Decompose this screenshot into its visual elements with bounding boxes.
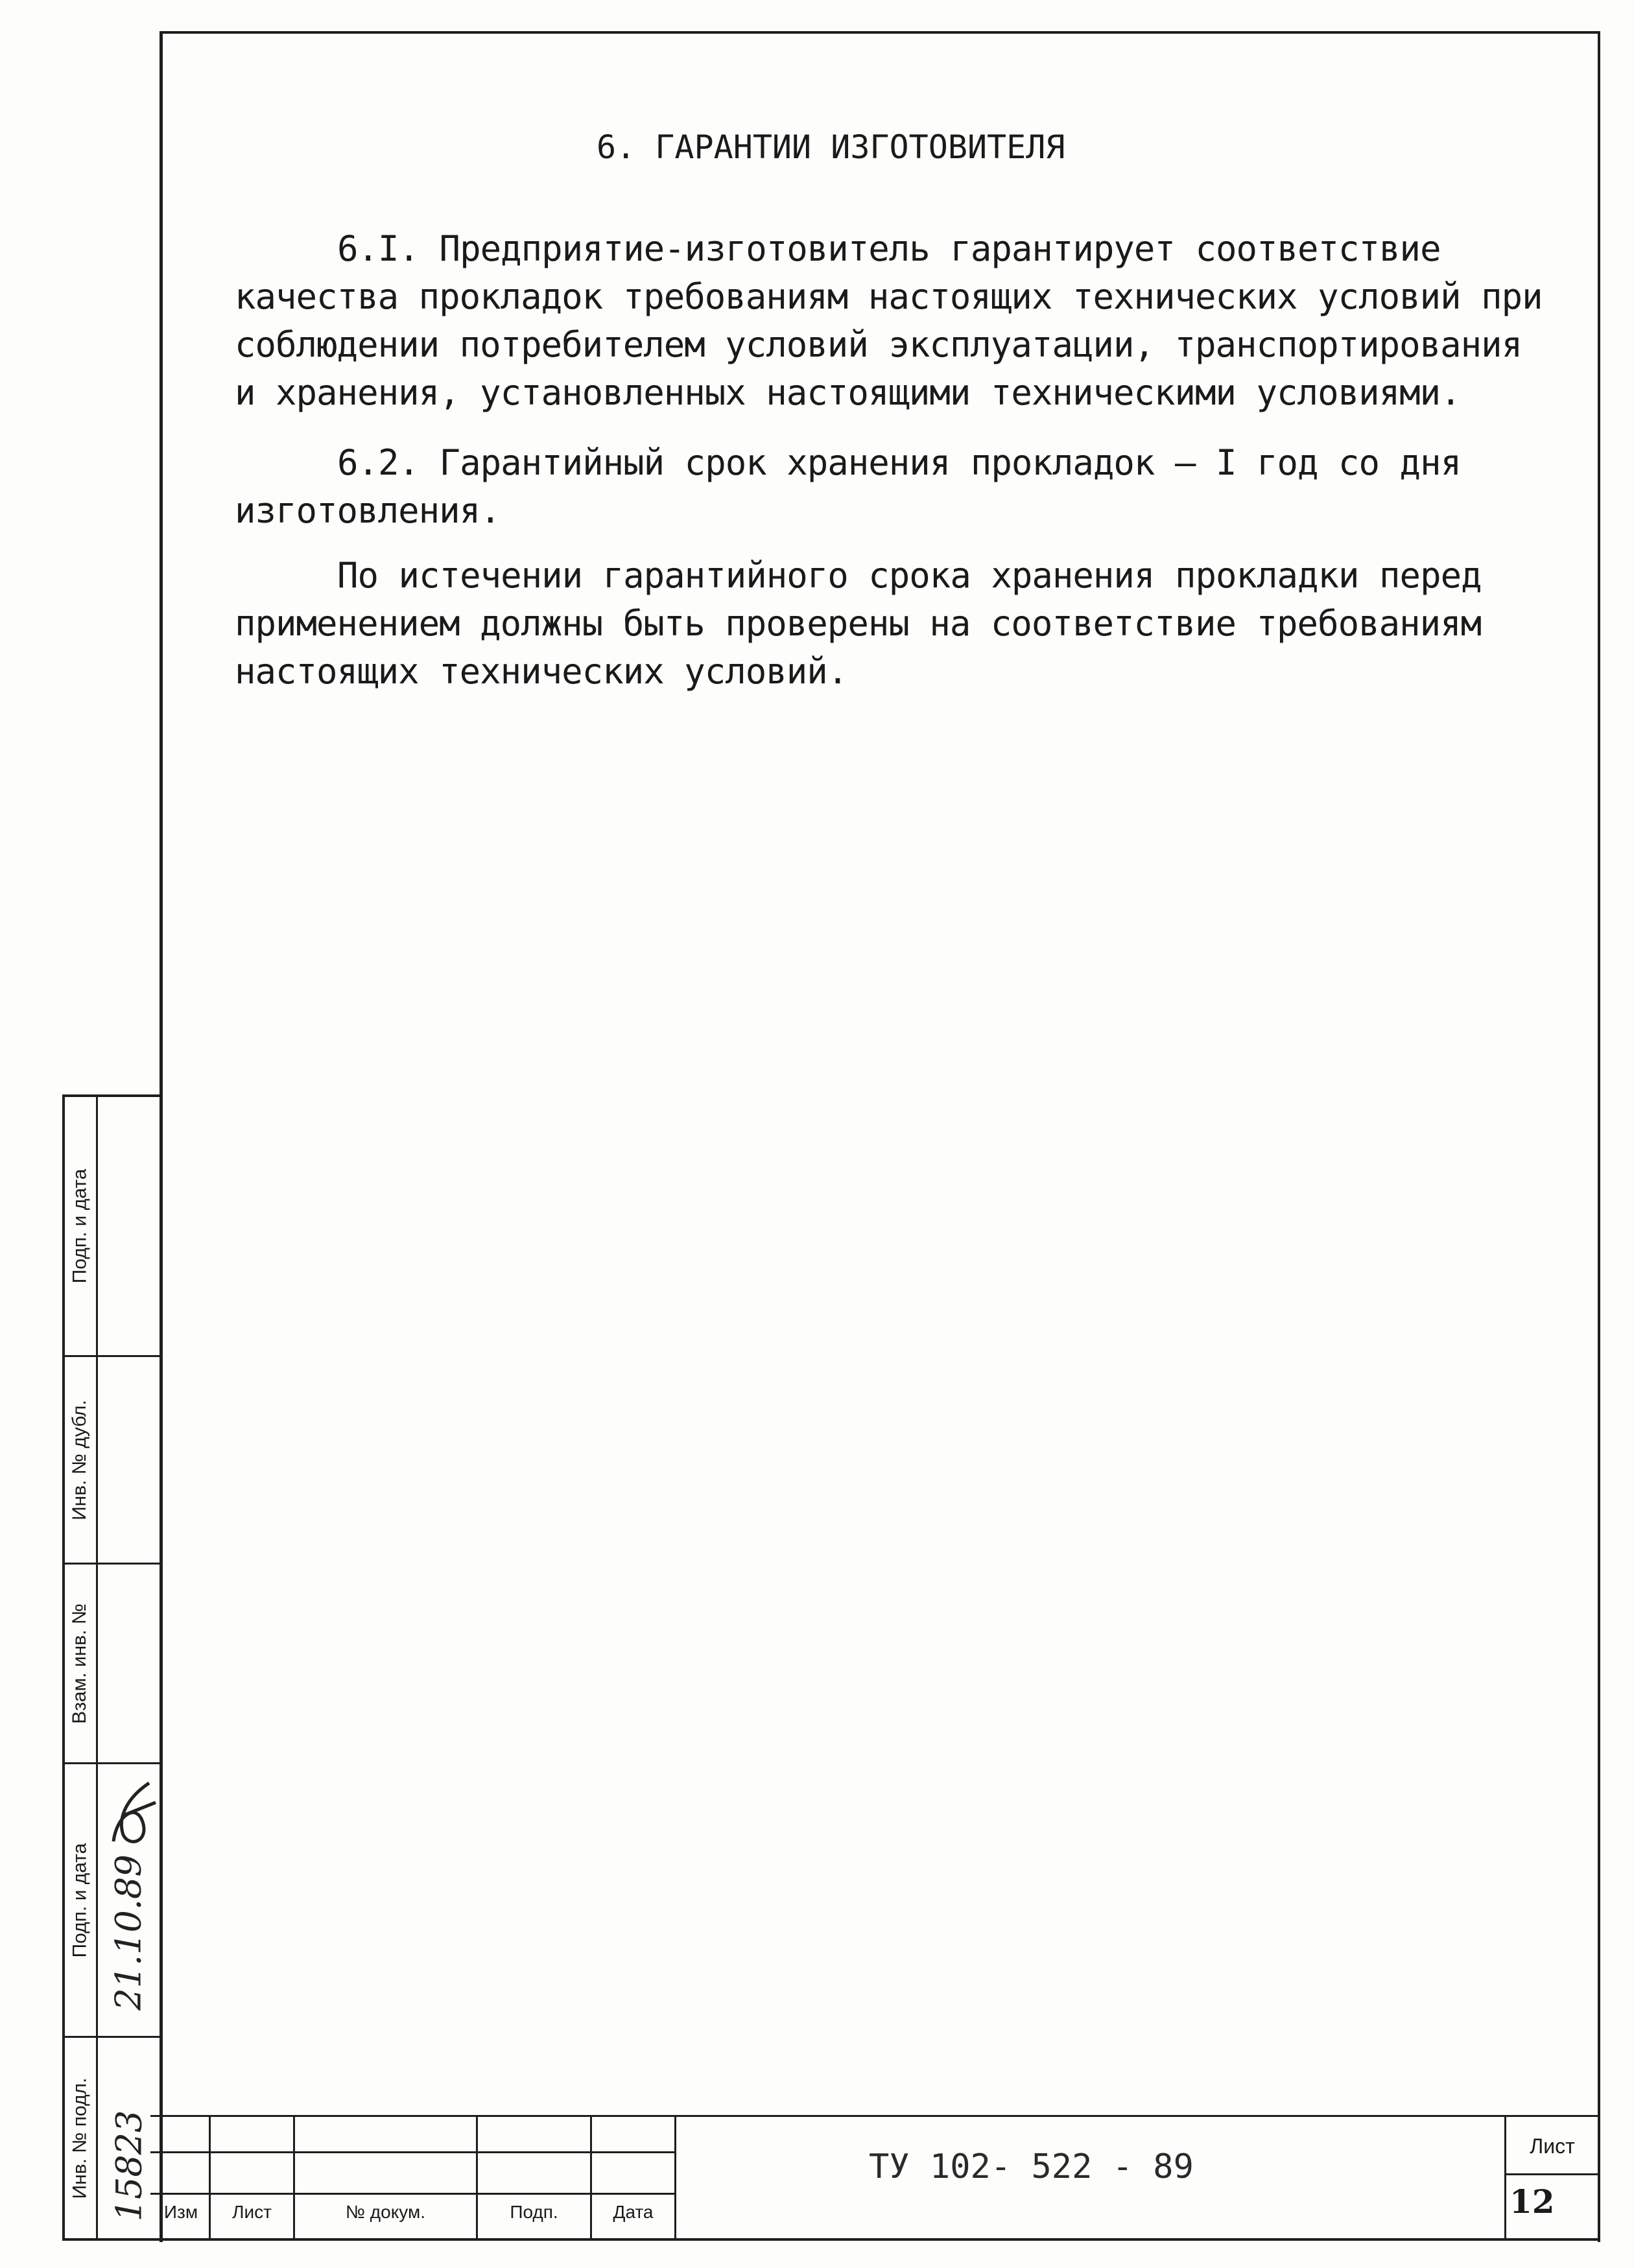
sheet-label: Лист bbox=[1530, 2134, 1575, 2158]
paragraph-expiry-line-3: настоящих технических условий. bbox=[235, 651, 848, 692]
sheet-number: 12 bbox=[1510, 2182, 1555, 2221]
document-number: ТУ 102- 522 - 89 bbox=[869, 2147, 1194, 2186]
frame-left-border bbox=[160, 31, 163, 2242]
paragraph-6-1-line-1: 6.I. Предприятие-изготовитель гарантирует соответствие bbox=[337, 228, 1441, 269]
col-label-doc-no: № докум. bbox=[345, 2202, 425, 2222]
handwritten-inventory-number: 15823 bbox=[108, 2110, 150, 2221]
section-heading: 6. ГАРАНТИИ ИЗГОТОВИТЕЛЯ bbox=[597, 128, 1065, 166]
col-label-date: Дата bbox=[613, 2202, 654, 2222]
paragraph-6-1-line-2: качества прокладок требованиям настоящих технических условий при bbox=[235, 276, 1543, 317]
side-label-orig-inv: Инв. № подл. bbox=[69, 2077, 90, 2199]
side-label-sign-date-bottom: Подп. и дата bbox=[69, 1843, 90, 1957]
side-label-sign-date-top: Подп. и дата bbox=[69, 1168, 90, 1284]
col-label-sheet: Лист bbox=[232, 2202, 272, 2222]
col-label-change: Изм bbox=[163, 2202, 198, 2222]
side-label-replace-inv: Взам. инв. № bbox=[69, 1603, 91, 1724]
paragraph-expiry-line-2: применением должны быть проверены на соответствие требованиям bbox=[235, 603, 1482, 644]
paragraph-6-1-line-3: соблюдении потребителем условий эксплуатации, транспортирования bbox=[235, 324, 1522, 365]
side-label-dup-inv: Инв. № дубл. bbox=[69, 1399, 90, 1520]
paragraph-6-2-line-2: изготовления. bbox=[235, 490, 501, 531]
frame-top-border bbox=[161, 31, 1600, 34]
handwritten-date: 21.10.89 bbox=[108, 1854, 149, 2011]
signature-scribble bbox=[104, 1777, 162, 1854]
paragraph-6-1-line-4: и хранения, установленных настоящими техническими условиями. bbox=[235, 372, 1461, 413]
col-label-signature: Подп. bbox=[510, 2202, 558, 2222]
paragraph-6-2-line-1: 6.2. Гарантийный срок хранения прокладок – I год со дня bbox=[337, 442, 1462, 483]
paragraph-expiry-line-1: По истечении гарантийного срока хранения прокладки перед bbox=[337, 555, 1482, 596]
frame-right-border bbox=[1598, 31, 1600, 2242]
